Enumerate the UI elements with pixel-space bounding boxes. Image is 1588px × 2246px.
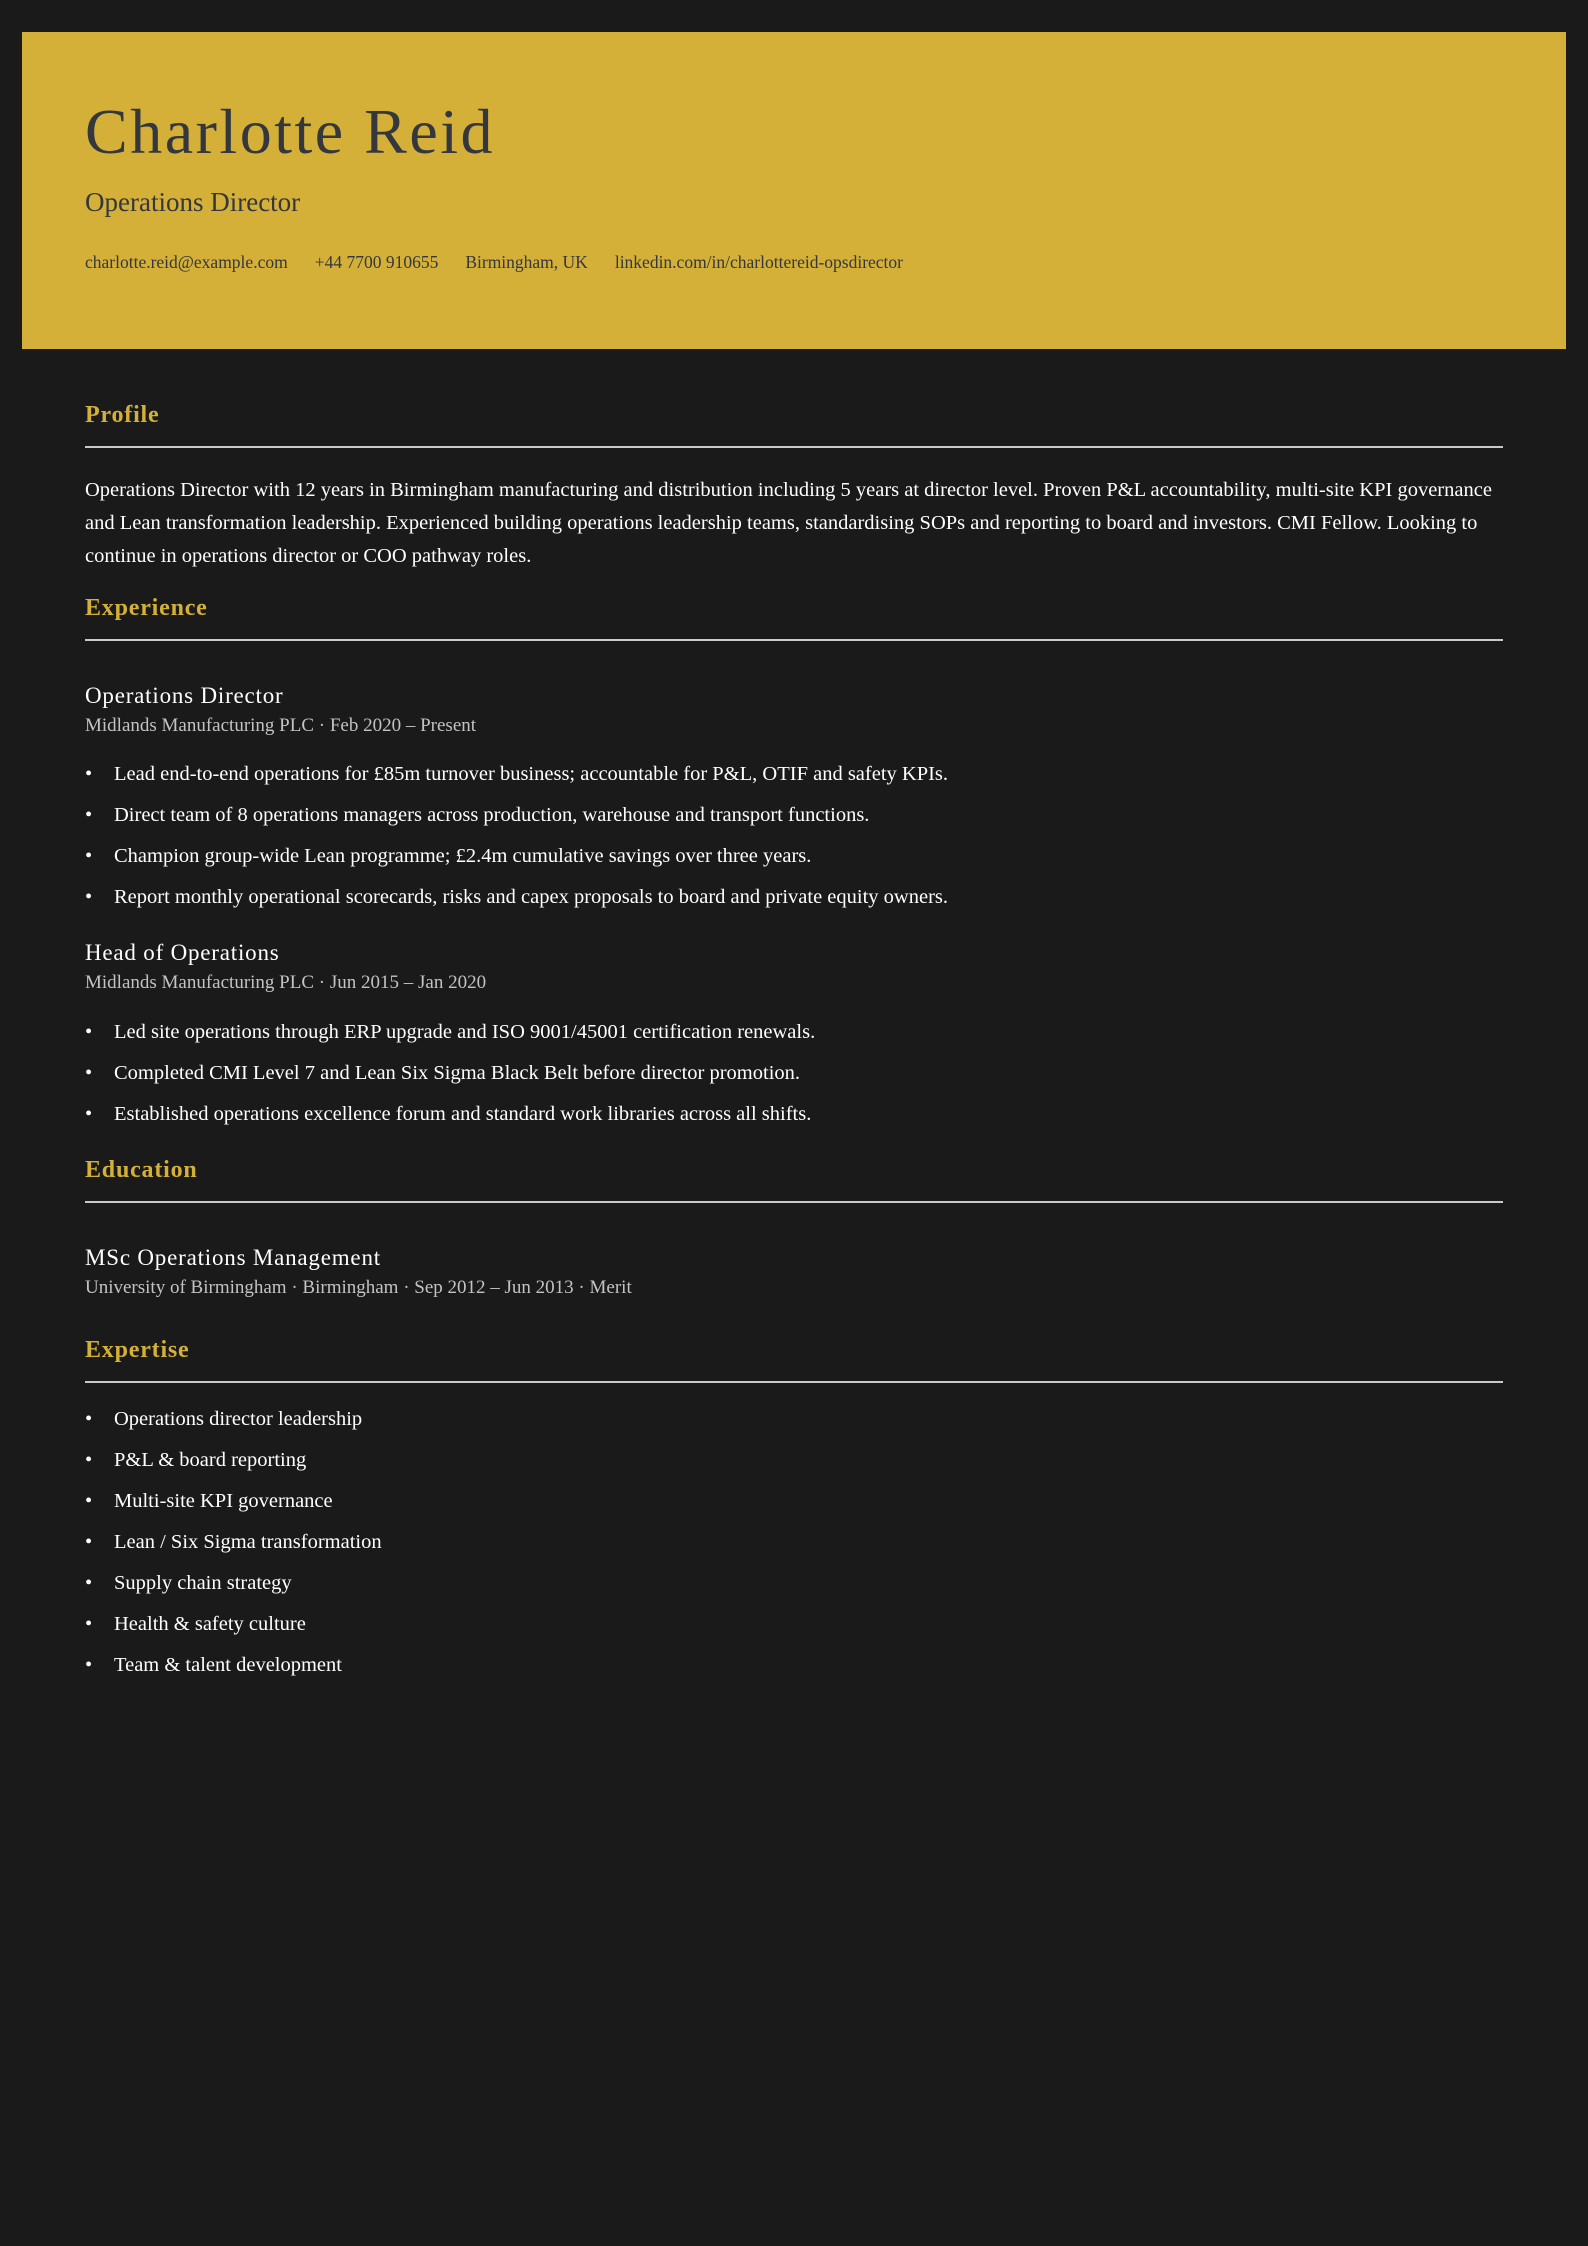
experience-section: [85, 593, 1503, 1135]
section-title-education: Education: [85, 1155, 1503, 1203]
expertise-section: [85, 1335, 1503, 1686]
profile-summary: Operations Director with 12 years in Birmingham manufacturing and distribution including 5 years at director level. Proven P&L accountability, multi-site KPI governance and Lean transformation leadership. Experienced building operations leadership teams, standardising SOPs and reporting to board and investors. CMI Fellow. Looking to continue in operations director or COO pathway roles.: [85, 479, 1492, 567]
job-entry: [85, 938, 1503, 1135]
header-banner: [22, 32, 1566, 349]
education-entry: [85, 1243, 1503, 1301]
degree-title: MSc Operations Management: [85, 1245, 381, 1271]
job-meta: Midlands Manufacturing PLC · Feb 2020 – Present: [85, 714, 477, 736]
job-bullet: • Lead end-to-end operations for £85m turnover business; accountable for P&L, OTIF and safety KPIs.: [85, 754, 1503, 795]
expertise-item: • P&L & board reporting: [85, 1440, 1503, 1481]
section-title-expertise: Expertise: [85, 1335, 1503, 1383]
profile-section: [85, 400, 1503, 573]
expertise-item: • Supply chain strategy: [85, 1563, 1503, 1604]
job-bullet: • Led site operations through ERP upgrade and ISO 9001/45001 certification renewals.: [85, 1012, 1503, 1053]
job-bullets: [85, 1012, 1503, 1135]
contact-email: charlotte.reid@example.com: [85, 252, 288, 272]
contact-location: Birmingham, UK: [465, 252, 588, 272]
expertise-list: [85, 1399, 1503, 1686]
expertise-item: • Multi-site KPI governance: [85, 1481, 1503, 1522]
expertise-item: • Operations director leadership: [85, 1399, 1503, 1440]
candidate-name: Charlotte Reid: [85, 96, 496, 167]
job-bullet: • Report monthly operational scorecards, risks and capex proposals to board and private equity owners.: [85, 877, 1503, 918]
contact-line: [85, 251, 903, 274]
job-bullet: • Direct team of 8 operations managers across production, warehouse and transport functions.: [85, 795, 1503, 836]
education-meta: University of Birmingham · Birmingham · Sep 2012 – Jun 2013 · Merit: [85, 1277, 632, 1298]
resume-body: [85, 400, 1503, 1706]
expertise-item: • Lean / Six Sigma transformation: [85, 1522, 1503, 1563]
job-bullets: [85, 754, 1503, 918]
job-title: Head of Operations: [85, 940, 280, 966]
job-bullet: • Champion group-wide Lean programme; £2.4m cumulative savings over three years.: [85, 836, 1503, 877]
section-title-experience: Experience: [85, 593, 1503, 641]
job-title: Operations Director: [85, 682, 284, 708]
contact-phone: +44 7700 910655: [314, 252, 439, 272]
section-title-profile: Profile: [85, 400, 1503, 448]
job-bullet: • Completed CMI Level 7 and Lean Six Sigma Black Belt before director promotion.: [85, 1053, 1503, 1094]
candidate-role: Operations Director: [85, 187, 301, 217]
expertise-item: • Health & safety culture: [85, 1604, 1503, 1645]
contact-linkedin: linkedin.com/in/charlottereid-opsdirector: [614, 252, 903, 272]
job-meta: Midlands Manufacturing PLC · Jun 2015 – Jan 2020: [85, 972, 487, 994]
job-bullet: • Established operations excellence forum and standard work libraries across all shifts.: [85, 1094, 1503, 1135]
job-entry: [85, 681, 1503, 919]
education-section: [85, 1155, 1503, 1301]
expertise-item: • Team & talent development: [85, 1645, 1503, 1686]
